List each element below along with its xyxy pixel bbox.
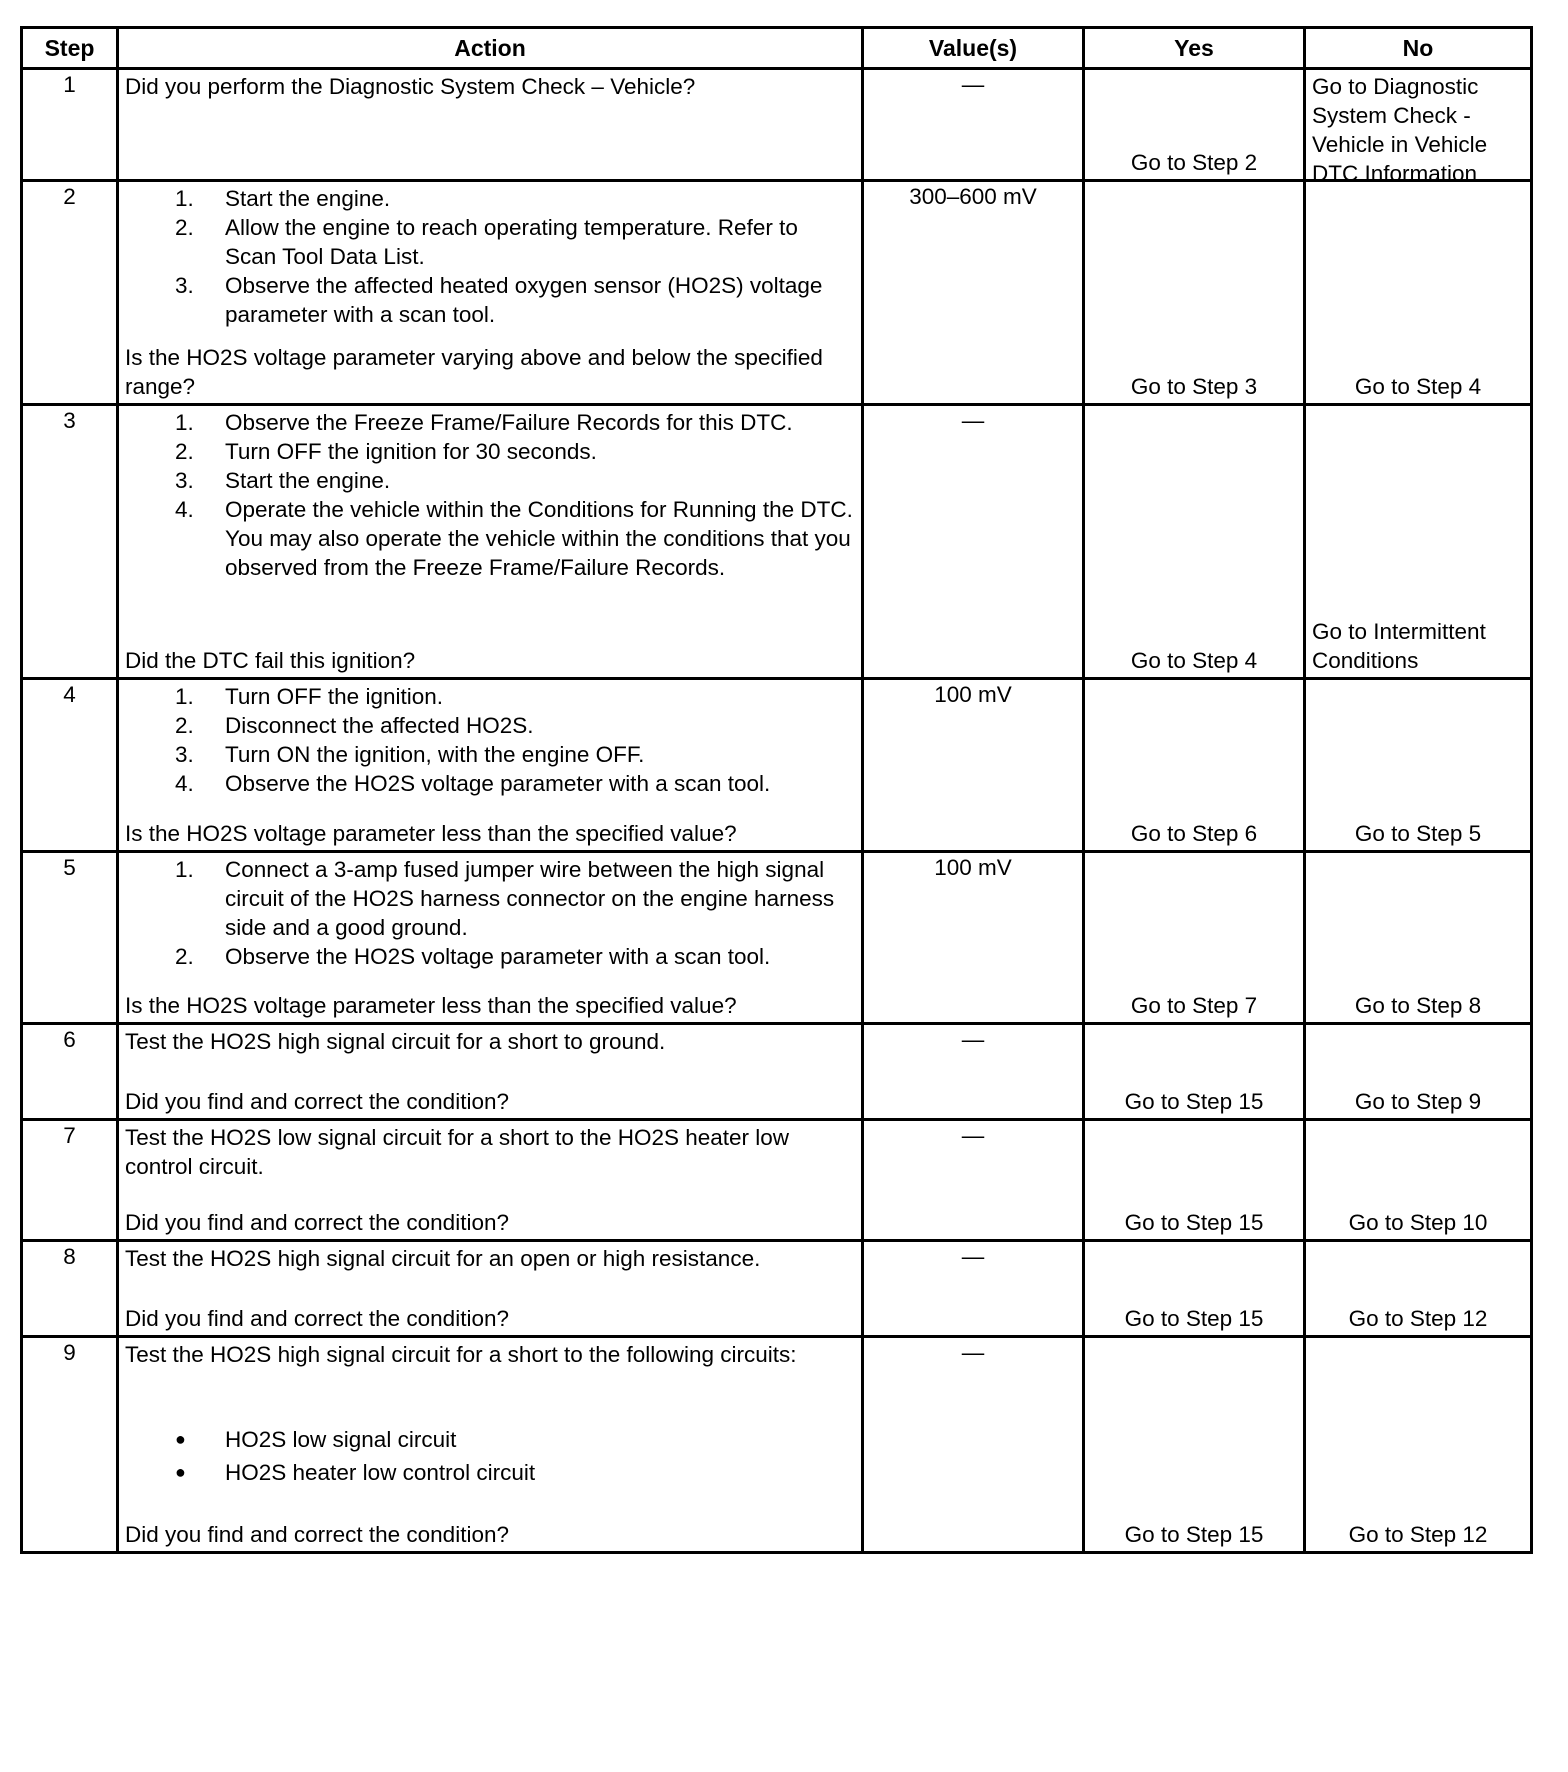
- step-number: 8: [22, 1241, 118, 1337]
- table-row: [22, 405, 1532, 679]
- step-number: 1: [22, 69, 118, 181]
- action-question: Did you find and correct the condition?: [125, 1210, 509, 1235]
- step-number: 2: [22, 181, 118, 405]
- action-intro: Did you perform the Diagnostic System Check – Vehicle?: [125, 74, 696, 99]
- no-action: Go to Step 9: [1354, 1089, 1482, 1114]
- action-content: [125, 1244, 855, 1333]
- action-step-list: [125, 855, 855, 971]
- step-item-text: Turn OFF the ignition.: [225, 684, 444, 709]
- value-cell: —: [863, 1024, 1084, 1120]
- yes-action: Go to Step 2: [1130, 150, 1258, 175]
- no-action: Go to Step 12: [1348, 1306, 1488, 1331]
- no-cell: [1305, 405, 1532, 679]
- yes-cell: [1084, 1241, 1305, 1337]
- action-step-item: [125, 682, 855, 711]
- table-row: [22, 1241, 1532, 1337]
- action-question: Is the HO2S voltage parameter varying above and below the specified range?: [125, 345, 823, 399]
- yes-action: Go to Step 3: [1130, 374, 1258, 399]
- no-cell: [1305, 679, 1532, 852]
- table-row: [22, 1120, 1532, 1241]
- step-item-number: 4.: [175, 771, 194, 796]
- action-step-list: [125, 184, 855, 329]
- step-item-number: 1.: [175, 684, 194, 709]
- action-step-item: [125, 740, 855, 769]
- header-yes: Yes: [1084, 28, 1305, 69]
- step-item-number: 4.: [175, 497, 194, 522]
- value-cell: 100 mV: [863, 679, 1084, 852]
- action-step-list: [125, 408, 855, 582]
- action-cell: [118, 69, 863, 181]
- step-item-number: 1.: [175, 186, 194, 211]
- step-item-text: Allow the engine to reach operating temperature. Refer to Scan Tool Data List.: [225, 215, 798, 269]
- step-item-number: 3.: [175, 468, 194, 493]
- step-item-number: 1.: [175, 857, 194, 882]
- header-row: [22, 28, 1532, 69]
- no-cell: [1305, 69, 1532, 186]
- yes-action: Go to Step 15: [1124, 1306, 1264, 1331]
- action-step-item: [125, 769, 855, 798]
- action-step-item: [125, 466, 855, 495]
- action-step-item: [125, 184, 855, 213]
- no-cell: [1305, 181, 1532, 405]
- action-step-item: [125, 271, 855, 329]
- step-item-text: Observe the HO2S voltage parameter with a scan tool.: [225, 944, 771, 969]
- value-cell: —: [863, 1120, 1084, 1241]
- bullet-icon: ●: [175, 1462, 186, 1482]
- step-item-number: 2.: [175, 713, 194, 738]
- action-cell: [118, 679, 863, 852]
- action-content: [125, 1027, 855, 1116]
- step-number: 3: [22, 405, 118, 679]
- value-cell: —: [863, 405, 1084, 679]
- table-row: [22, 69, 1532, 181]
- table-row: [22, 1337, 1532, 1553]
- step-item-number: 1.: [175, 410, 194, 435]
- step-item-text: Start the engine.: [225, 468, 391, 493]
- bullet-icon: ●: [175, 1429, 186, 1449]
- no-cell: [1305, 1241, 1532, 1337]
- action-step-list: [125, 682, 855, 798]
- action-content: [125, 1123, 855, 1237]
- step-number: 4: [22, 679, 118, 852]
- step-number: 9: [22, 1337, 118, 1553]
- step-item-text: Start the engine.: [225, 186, 391, 211]
- yes-cell: [1084, 1337, 1305, 1553]
- no-cell: [1305, 852, 1532, 1024]
- value-cell: 300–600 mV: [863, 181, 1084, 405]
- table-row: [22, 181, 1532, 405]
- value-cell: —: [863, 1337, 1084, 1553]
- action-question: Is the HO2S voltage parameter less than the specified value?: [125, 821, 737, 846]
- diagnostic-table: [20, 26, 1533, 1554]
- action-intro: Test the HO2S high signal circuit for a short to the following circuits:: [125, 1342, 797, 1367]
- step-item-text: Disconnect the affected HO2S.: [225, 713, 534, 738]
- table-row: [22, 1024, 1532, 1120]
- action-cell: [118, 1120, 863, 1241]
- header-step: Step: [22, 28, 118, 69]
- value-cell: —: [863, 69, 1084, 181]
- step-item-number: 2.: [175, 944, 194, 969]
- action-cell: [118, 181, 863, 405]
- step-item-text: Turn OFF the ignition for 30 seconds.: [225, 439, 597, 464]
- no-cell: [1305, 1120, 1532, 1241]
- yes-cell: [1084, 69, 1305, 181]
- action-content: [125, 1340, 855, 1549]
- yes-cell: [1084, 1024, 1305, 1120]
- action-cell: [118, 1241, 863, 1337]
- step-item-number: 3.: [175, 273, 194, 298]
- header-value: Value(s): [863, 28, 1084, 69]
- bullet-item: [125, 1456, 855, 1489]
- yes-action: Go to Step 15: [1124, 1089, 1264, 1114]
- yes-action: Go to Step 15: [1124, 1522, 1264, 1547]
- yes-cell: [1084, 181, 1305, 405]
- step-number: 6: [22, 1024, 118, 1120]
- value-cell: —: [863, 1241, 1084, 1337]
- action-step-item: [125, 495, 855, 582]
- no-action: Go to Step 5: [1354, 821, 1482, 846]
- action-step-item: [125, 213, 855, 271]
- action-question: Is the HO2S voltage parameter less than the specified value?: [125, 993, 737, 1018]
- yes-cell: [1084, 405, 1305, 679]
- bullet-text: HO2S heater low control circuit: [225, 1460, 536, 1485]
- yes-action: Go to Step 6: [1130, 821, 1258, 846]
- action-content: [125, 408, 855, 675]
- yes-cell: [1084, 1120, 1305, 1241]
- step-item-number: 2.: [175, 439, 194, 464]
- step-item-text: Turn ON the ignition, with the engine OFF.: [225, 742, 645, 767]
- table-body: [22, 69, 1532, 1553]
- no-action: Go to Step 12: [1348, 1522, 1488, 1547]
- step-item-number: 3.: [175, 742, 194, 767]
- step-item-text: Observe the affected heated oxygen sensor (HO2S) voltage parameter with a scan tool.: [225, 273, 823, 327]
- action-step-item: [125, 437, 855, 466]
- action-step-item: [125, 942, 855, 971]
- bullet-text: HO2S low signal circuit: [225, 1427, 457, 1452]
- no-action: Go to Step 8: [1354, 993, 1482, 1018]
- yes-action: Go to Step 7: [1130, 993, 1258, 1018]
- no-action: Go to Step 10: [1348, 1210, 1488, 1235]
- no-action: Go to Intermittent Conditions: [1312, 619, 1486, 673]
- action-question: Did you find and correct the condition?: [125, 1522, 509, 1547]
- action-intro: Test the HO2S high signal circuit for a short to ground.: [125, 1029, 666, 1054]
- action-step-item: [125, 855, 855, 942]
- value-cell: 100 mV: [863, 852, 1084, 1024]
- action-question: Did you find and correct the condition?: [125, 1089, 509, 1114]
- header-action: Action: [118, 28, 863, 69]
- step-number: 5: [22, 852, 118, 1024]
- step-item-text: Operate the vehicle within the Conditions for Running the DTC. You may also operate the vehicle within the conditions that you observed from the Freeze Frame/Failure Records.: [225, 497, 853, 580]
- table-row: [22, 679, 1532, 852]
- action-cell: [118, 1024, 863, 1120]
- step-item-number: 2.: [175, 215, 194, 240]
- step-item-text: Observe the HO2S voltage parameter with a scan tool.: [225, 771, 771, 796]
- yes-cell: [1084, 679, 1305, 852]
- action-cell: [118, 1337, 863, 1553]
- action-content: [125, 184, 855, 401]
- yes-action: Go to Step 4: [1130, 648, 1258, 673]
- action-step-item: [125, 711, 855, 740]
- action-content: [125, 682, 855, 848]
- no-cell: [1305, 1024, 1532, 1120]
- table-row: [22, 852, 1532, 1024]
- step-item-text: Connect a 3-amp fused jumper wire between the high signal circuit of the HO2S harness connector on the engine harness side and a good ground.: [225, 857, 835, 940]
- action-cell: [118, 852, 863, 1024]
- action-step-item: [125, 408, 855, 437]
- step-number: 7: [22, 1120, 118, 1241]
- no-action: Go to Step 4: [1354, 374, 1482, 399]
- action-content: [125, 72, 855, 177]
- no-cell: [1305, 1337, 1532, 1553]
- action-cell: [118, 405, 863, 679]
- action-content: [125, 855, 855, 1020]
- action-question: Did the DTC fail this ignition?: [125, 648, 416, 673]
- yes-action: Go to Step 15: [1124, 1210, 1264, 1235]
- action-intro: Test the HO2S high signal circuit for an open or high resistance.: [125, 1246, 761, 1271]
- bullet-item: [125, 1423, 855, 1456]
- step-item-text: Observe the Freeze Frame/Failure Records for this DTC.: [225, 410, 793, 435]
- yes-cell: [1084, 852, 1305, 1024]
- action-intro: Test the HO2S low signal circuit for a short to the HO2S heater low control circuit.: [125, 1125, 790, 1179]
- action-question: Did you find and correct the condition?: [125, 1306, 509, 1331]
- no-action: Go to Diagnostic System Check - Vehicle in Vehicle DTC Information: [1312, 74, 1488, 186]
- action-bullet-list: [125, 1423, 855, 1489]
- header-no: No: [1305, 28, 1532, 69]
- table-header: [22, 28, 1532, 69]
